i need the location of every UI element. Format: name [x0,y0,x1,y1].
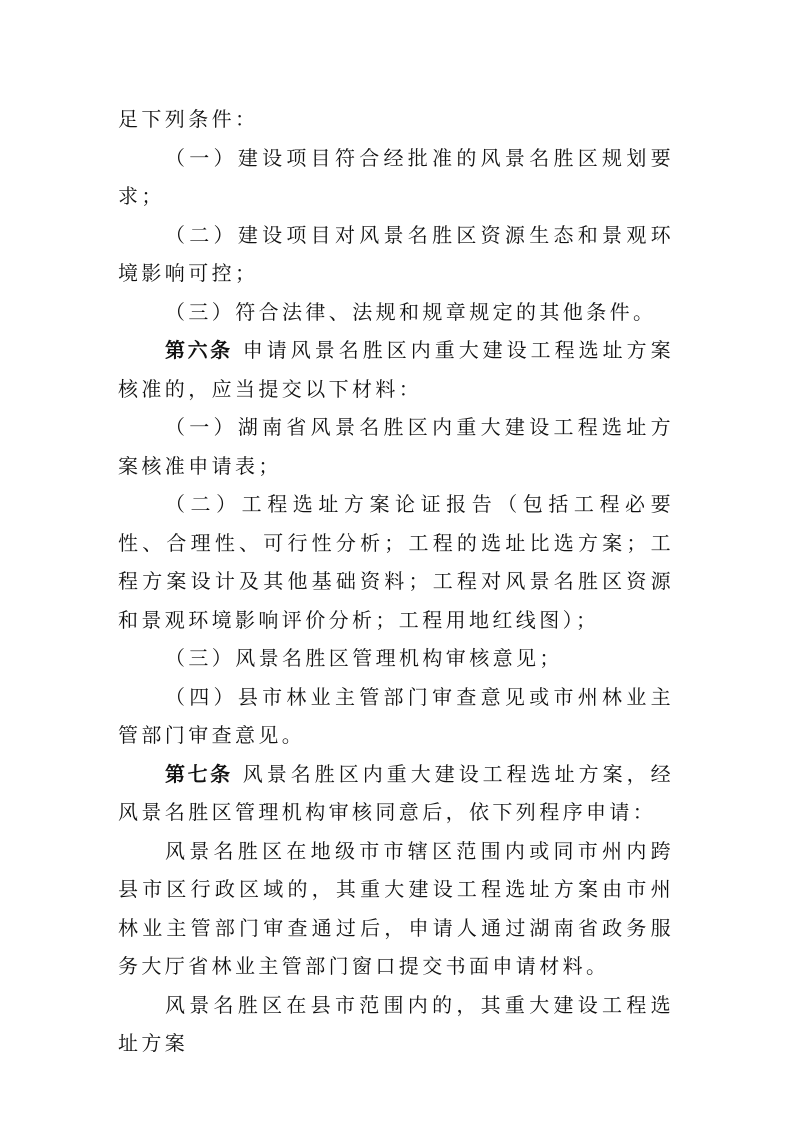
article-6-paragraph [118,331,674,408]
paragraph-procedure-2: 风景名胜区在县市范围内的，其重大建设工程选址方案 [118,992,674,1055]
paragraph-continuation: 足下列条件： [118,107,259,131]
document-body [118,100,674,1063]
article-6-text: 申请风景名胜区内重大建设工程选址方案核准的，应当提交以下材料： [118,338,675,401]
paragraph-material-2: （二）工程选址方案论证报告（包括工程必要性、合理性、可行性分析；工程的选址比选方案；工程方案设计及其他基础资料；工程对风景名胜区资源和景观环境影响评价分析；工程用地红线图）； [118,492,674,632]
article-6-heading: 第六条 [165,338,233,362]
paragraph-condition-3: （三）符合法律、法规和规章规定的其他条件。 [165,299,657,324]
article-7-paragraph [118,755,674,832]
paragraph-material-4: （四）县市林业主管部门审查意见或市州林业主管部门审查意见。 [118,684,674,747]
paragraph-condition-1: （一）建设项目符合经批准的风景名胜区规划要求； [118,145,674,208]
paragraph-procedure-1: 风景名胜区在地级市市辖区范围内或同市州内跨县市区行政区域的，其重大建设工程选址方案由市州林业主管部门审查通过后，申请人通过湖南省政务服务大厅省林业主管部门窗口提交书面申请材料。 [118,838,674,978]
article-7-text: 风景名胜区内重大建设工程选址方案，经风景名胜区管理机构审核同意后，依下列程序申请： [118,761,675,824]
paragraph-material-1: （一）湖南省风景名胜区内重大建设工程选址方案核准申请表； [118,415,674,478]
article-7-heading: 第七条 [165,761,233,786]
paragraph-material-3: （三）风景名胜区管理机构审核意见； [165,646,563,670]
paragraph-condition-2: （二）建设项目对风景名胜区资源生态和景观环境影响可控； [118,222,674,285]
